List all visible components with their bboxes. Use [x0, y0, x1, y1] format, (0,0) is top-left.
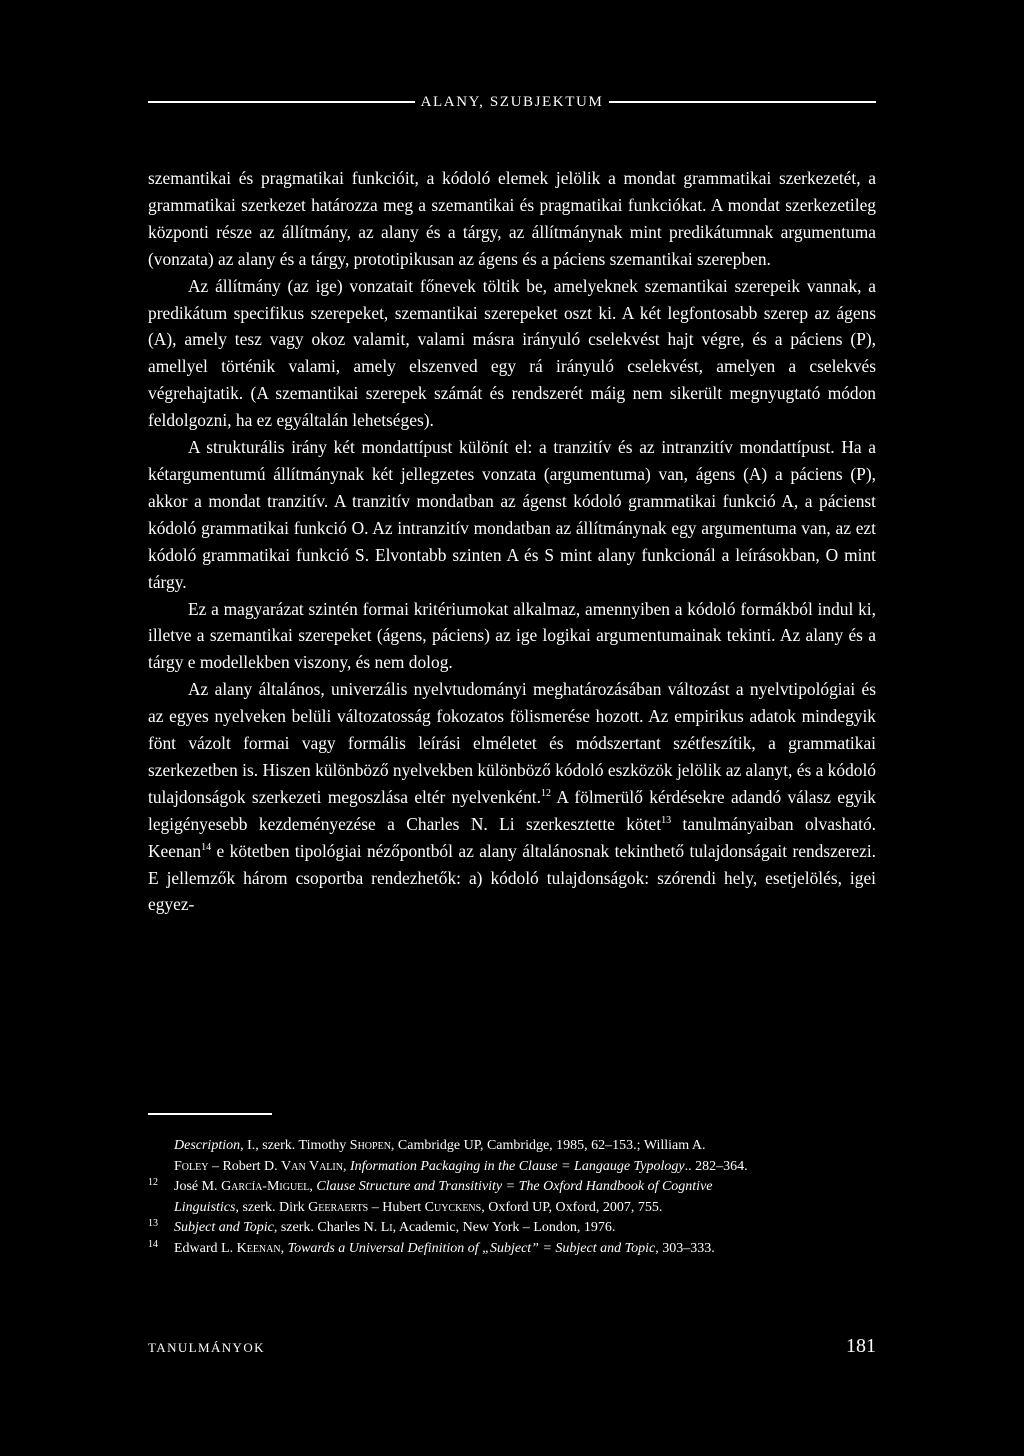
footnote-reference[interactable]: 14	[201, 841, 212, 853]
paragraph-text: A strukturális irány két mondattípust különít el: a tranzitív és az intranzitív mondattípust. Ha a kétargumentumú állítmánynak két jellegzetes vonzata (argumentuma) van, ágens (A) a páciens (P), akkor a mondat tranzitív. A tranzitív mondatban az ágenst kódoló grammatikai funkció A, a pácienst kódoló grammatikai funkció O. Az intranzitív mondatban az állítmánynak egy argumentuma van, az ezt kódoló grammatikai funkció S. Elvontabb szinten A és S mint alany funkcionál a leírásokban, O mint tárgy.	[148, 437, 876, 592]
footnote-line	[148, 1157, 888, 1178]
running-header	[148, 92, 876, 112]
paragraph-text: e kötetben tipológiai nézőpontból az alany általánosnak tekinthető tulajdonságait rendszerezi. E jellemzők három csoportba rendezhetők: a) kódoló tulajdonságok: szórendi hely, esetjelölés, igei egyez-	[148, 840, 876, 915]
footnote-title: Subject and Topic	[174, 1220, 274, 1235]
header-rule-left	[148, 101, 415, 103]
footnote-text	[174, 1136, 888, 1157]
body-paragraph	[148, 165, 876, 273]
paragraph-text: A fölmerülő kérdésekre adandó válasz egyik legigényesebb kezdeményezése a Charles N. Li szerkesztette kötet	[148, 786, 876, 834]
footnote-title: Linguistics	[174, 1199, 236, 1215]
footnote-segment: – Robert D.	[208, 1158, 282, 1174]
footnote-author: Keenan	[236, 1240, 281, 1256]
footer-section-name: TANULMÁNYOK	[148, 1340, 265, 1355]
page-footer	[148, 1335, 876, 1358]
main-text	[148, 165, 876, 918]
footnote-author: Cuyckens	[424, 1199, 482, 1215]
body-paragraph	[148, 434, 876, 595]
body-paragraph	[148, 596, 876, 677]
footnote-segment: – Hubert	[368, 1199, 425, 1215]
footnote-segment: , Cambridge UP, Cambridge, 1985, 62–153.; William A.	[390, 1138, 706, 1153]
paragraph-text: Az állítmány (az ige) vonzatait főnevek töltik be, amelyeknek szemantikai szerepeik vannak, a predikátum specifikus szerepeket, szemantikai szerepeket oszt ki. A két legfontosabb szerep az ágens (A), amely tesz vagy okoz valamit, valami másra irányuló cselekvést hajt végre, és a páciens (P), amellyel történik valami, amely elszenved egy rá irányuló cselekvést, amelyen a cselekvés végrehajtatik. (A szemantikai szerepek számát és rendszerét máig nem sikerült megnyugtató módon feldolgozni, ha ez egyáltalán lehetséges).	[148, 275, 876, 431]
footnote-line	[148, 1136, 888, 1157]
header-rule-right	[609, 101, 876, 103]
footnote-text	[174, 1239, 888, 1260]
footnote-author: Van Valin	[281, 1158, 343, 1174]
footnote-author: Geeraerts	[308, 1199, 369, 1215]
body-paragraph	[148, 676, 876, 918]
running-header-title: ALANY, SZUBJEKTUM	[420, 93, 604, 110]
footnote-segment: , I., szerk. Timothy	[240, 1138, 350, 1153]
footnote-number	[148, 1153, 174, 1174]
page-number: 181	[846, 1335, 876, 1357]
footnote-segment: ,	[280, 1240, 288, 1256]
footnote-text	[174, 1198, 888, 1219]
footnote-author: García-Miguel	[221, 1179, 310, 1194]
footnote-number	[148, 1194, 174, 1215]
footnote-segment: , szerk. Dirk	[235, 1199, 309, 1215]
footnote-line	[148, 1218, 888, 1239]
footnote-segment: .. 282–364.	[684, 1158, 748, 1174]
footnote-line	[148, 1177, 888, 1198]
footnote-number: 13	[148, 1218, 158, 1229]
footnote-segment: ,	[309, 1179, 317, 1194]
footnote-segment: , Academic, New York – London, 1976.	[392, 1220, 616, 1235]
footnote-separator	[148, 1113, 272, 1115]
footnote-number: 14	[148, 1238, 158, 1250]
paragraph-text: Ez a magyarázat szintén formai kritériumokat alkalmaz, amennyiben a kódoló formákból indul ki, illetve a szemantikai szerepeket (ágens, páciens) az ige logikai argumentumainak tekinti. Az alany és a tárgy e modellekben viszony, és nem dolog.	[148, 598, 876, 673]
paragraph-text: tanulmányaiban olvasható. Keenan	[148, 813, 877, 861]
footnote-text	[174, 1157, 888, 1178]
footnote-title: Description	[174, 1138, 241, 1153]
footnote-segment: , szerk. Charles N.	[273, 1220, 381, 1235]
footnote-line	[148, 1198, 888, 1219]
footnote-reference[interactable]: 13	[661, 814, 672, 826]
footnote-author: Shopen	[349, 1138, 391, 1153]
footnote-title: Clause Structure and Transitivity = The Oxford Handbook of Cogntive	[316, 1179, 713, 1194]
footnote-segment: , 303–333.	[655, 1240, 715, 1256]
footnote-author: Foley	[174, 1158, 209, 1174]
footnote-title: Towards a Universal Definition of „Subject” = Subject and Topic	[287, 1240, 656, 1256]
footnotes	[148, 1136, 888, 1259]
footnote-segment: , Oxford UP, Oxford, 2007, 755.	[481, 1199, 663, 1215]
footnote-number	[148, 1132, 174, 1153]
footnote-text	[174, 1177, 888, 1198]
body-paragraph	[148, 273, 876, 434]
footnote-segment: José M.	[174, 1179, 222, 1194]
footnote-title: Information Packaging in the Clause = Langauge Typology	[349, 1158, 685, 1174]
footnote-author: Li	[380, 1220, 393, 1235]
footnote-segment: ,	[342, 1158, 350, 1174]
paragraph-text: szemantikai és pragmatikai funkcióit, a kódoló elemek jelölik a mondat grammatikai szerkezetét, a grammatikai szerkezet határozza meg a szemantikai és pragmatikai funkciókat. A mondat szerkezetileg központi része az állítmány, az alany és a tárgy, az állítmánynak mint predikátumnak argumentuma (vonzata) az alany és a tárgy, prototipikusan az ágens és a páciens szemantikai szerepben.	[148, 168, 876, 269]
footnote-text	[174, 1218, 888, 1239]
footnote-segment: Edward L.	[174, 1240, 237, 1256]
footnote-line	[148, 1239, 888, 1260]
paragraph-text: Az alany általános, univerzális nyelvtudományi meghatározásában változást a nyelvtipológiai és az egyes nyelveken belüli változatosság fokozatos fölismerése hozott. Az empirikus adatok mindegyik fönt vázolt formai vagy formális leírási elméletet és módszertant szétfeszítik, a grammatikai szerkezetben is. Hiszen különböző nyelvekben különböző kódoló eszközök jelölik az alanyt, és a kódoló tulajdonságok szerkezeti megoszlása eltér nyelvenként.	[148, 679, 876, 807]
footnote-number: 12	[148, 1177, 158, 1188]
footnote-reference[interactable]: 12	[540, 788, 551, 800]
